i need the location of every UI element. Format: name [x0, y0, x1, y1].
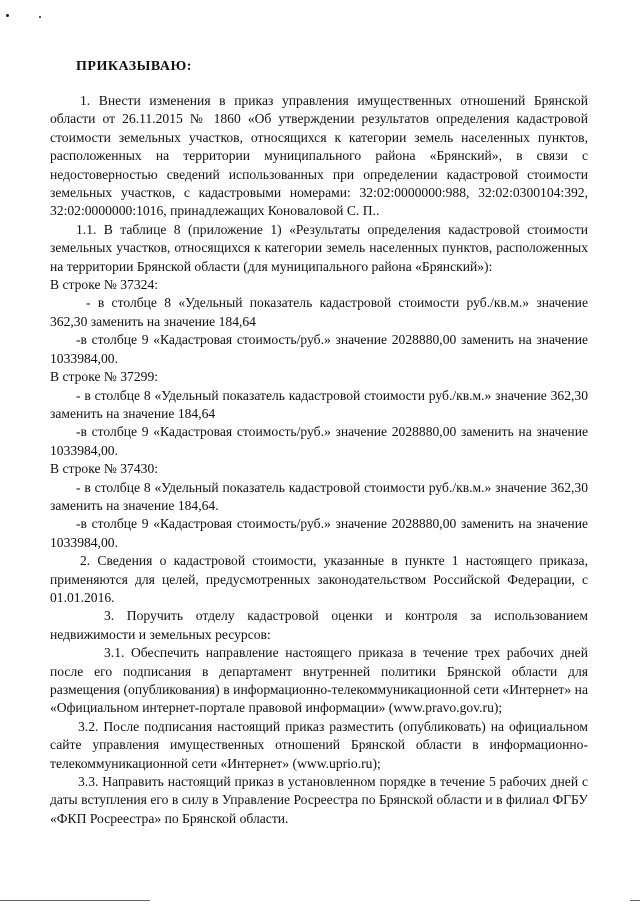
- clause-3-1: 3.1. Обеспечить направление настоящего приказа в течение трех рабочих дней после его подписания в департамент внутренней политики Брянской области для размещения (опубликования) в информационно-телекоммуникационной сети «Интернет» на «Официальном интернет-портале правовой информации» (www.pravo.gov.ru);: [50, 645, 588, 716]
- order-body: [50, 92, 588, 828]
- clause-3: 3. Поручить отделу кадастровой оценки и контроля за использованием недвижимости и земельных ресурсов:: [50, 608, 588, 642]
- scan-speck: [6, 14, 9, 17]
- row-heading-37324: В строке № 37324:: [50, 277, 159, 293]
- row-37430-col8: - в столбце 8 «Удельный показатель кадастровой стоимости руб./кв.м.» значение 362,30 заменить на значение 184,64.: [50, 479, 588, 513]
- order-heading: ПРИКАЗЫВАЮ:: [76, 59, 192, 74]
- clause-1-1: 1.1. В таблице 8 (приложение 1) «Результаты определения кадастровой стоимости земельных участков, относящихся к категории земель населенных пунктов, расположенных на территории Брянской области (для муниципального района «Брянский»):: [50, 221, 588, 274]
- clause-3-2: 3.2. После подписания настоящий приказ разместить (опубликовать) на официальном сайте управления имущественных отношений Брянской области в информационно-телекоммуникационной сети «Интернет» (www.uprio.ru);: [50, 718, 588, 771]
- footer-rule: [630, 900, 640, 901]
- scan-speck: [39, 16, 41, 18]
- row-heading-37430: В строке № 37430:: [50, 461, 159, 477]
- clause-1: 1. Внести изменения в приказ управления имущественных отношений Брянской области от 26.11.2015 № 1860 «Об утверждении результатов определения кадастровой стоимости земельных участков, относящихся к категории земель населенных пунктов, расположенных на территории муниципального района «Брянский», в связи с недостоверностью сведений использованных при определении кадастровой стоимости земельных участков, с кадастровыми номерами: 32:02:0000000:988, 32:02:0300104:392, 32:02:0000000:1016, принадлежащих Коноваловой С. П..: [50, 93, 588, 219]
- row-37299-col9: -в столбце 9 «Кадастровая стоимость/руб.» значение 2028880,00 заменить на значение 1033984,00.: [50, 424, 588, 458]
- row-37299-col8: - в столбце 8 «Удельный показатель кадастровой стоимости руб./кв.м.» значение 362,30 заменить на значение 184,64: [50, 387, 588, 421]
- footer-rule: [0, 900, 150, 901]
- clause-2: 2. Сведения о кадастровой стоимости, указанные в пункте 1 настоящего приказа, применяются для целей, предусмотренных законодательством Российской Федерации, с 01.01.2016.: [50, 553, 588, 605]
- row-37430-col9: -в столбце 9 «Кадастровая стоимость/руб.» значение 2028880,00 заменить на значение 1033984,00.: [50, 516, 588, 550]
- clause-3-3: 3.3. Направить настоящий приказ в установленном порядке в течение 5 рабочих дней с даты вступления его в силу в Управление Росреестра по Брянской области и в филиал ФГБУ «ФКП Росреестра» по Брянской области.: [50, 774, 588, 826]
- row-37324-col8: - в столбце 8 «Удельный показатель кадастровой стоимости руб./кв.м.» значение 362,30 заменить на значение 184,64: [50, 295, 588, 329]
- row-heading-37299: В строке № 37299:: [50, 369, 159, 385]
- row-37324-col9: -в столбце 9 «Кадастровая стоимость/руб.» значение 2028880,00 заменить на значение 1033984,00.: [50, 332, 588, 366]
